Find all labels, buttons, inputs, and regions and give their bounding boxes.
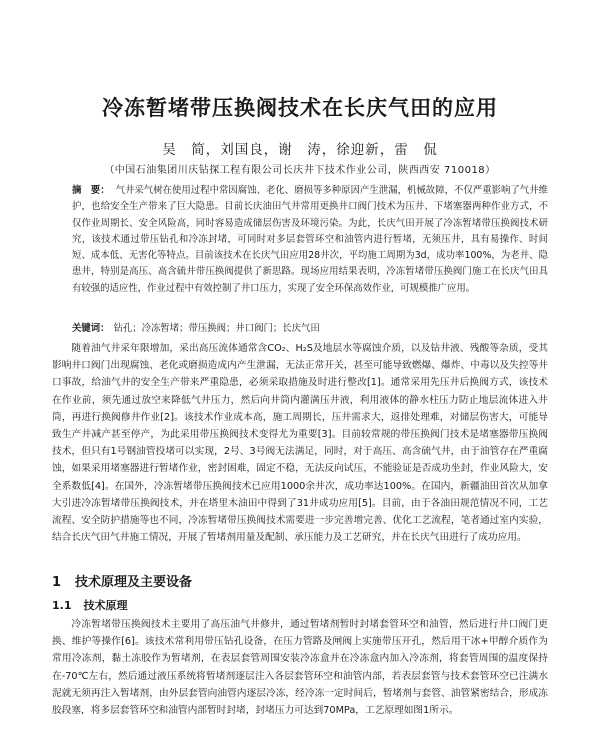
keywords (72, 322, 548, 336)
principle-paragraph: 冷冻暂堵带压换阀技术主要用了高压油气井修井，通过暂堵剂暂时封堵套管环空和油管，然后进行井口阀门更换、维护等操作[6]。该技术常利用带压钻孔设备，在压力管路及闸阀上实施带压开孔，然后用干冰+甲醇介质作为常用冷冻剂，黏土冻胶作为暂堵剂，在表层套管周围安装冷冻盒并在冷冻盒内加入冷冻剂，将套管周围的温度保持在-70℃左右，然后通过液压系统将暂堵剂逐层注入各层套管环空和油管内部，若表层套管与技术套管环空已注满水泥就无须再注入暂堵剂，由外层套管向油管内逐层冷冻，经冷冻一定时间后，暂堵剂与套管、油管紧密结合，形成冻胶段塞，将多层套管环空和油管内部暂时封堵，封堵压力可达到70MPa，工艺原理如图1所示。 (52, 619, 548, 717)
intro-paragraph: 随着油气井采年限增加，采出高压流体通常含CO₂、H₂S及地层水等腐蚀介质，以及钻井液、残酸等杂质，受其影响井口阀门出现腐蚀、老化或磨损造成内产生泄漏，无法正常开关，甚至可能导致燃爆、爆炸、中毒以及失控等井口事故，给油气井的安全生产带来严重隐患，必须采取措施及时进行整改[1]。通常采用先压井后换阀方式，该技术在作业前，须先通过放空来降低气井压力，然后向井筒内灌满压井液，利用液体的静水柱压力防止地层流体进入井筒，再进行换阀修井作业[2]。该技术作业成本高，施工周期长，压井需求大，返排处理难，对储层伤害大，可能导致生产井减产甚至停产，为此采用带压换阀技术变得尤为重要[3]。目前较常规的带压换阀门技术是堵塞器带压换阀技术，但只有1号钢油管投堵可以实现，2号、3号阀无法满足，同时，对于高压、高含硫气井，由于油管存在严重腐蚀，如果采用堵塞器进行暂堵作业，密封困难，固定不稳，无法反向试压，不能验证是否成功坐封，作业风险大，安全系数低[4]。在国外，冷冻暂堵带压换阀技术已应用1000余井次，成功率达100%。在国内，新疆油田首次从加拿大引进冷冻暂堵带压换阀技术，并在塔里木油田中得到了31井成功应用[5]。目前，由于各油田规范情况不同，工艺流程、安全防护措施等也不同，冷冻暂堵带压换阀技术需要进一步完善增完善、优化工艺流程，笔者通过室内实验，结合长庆气田气井施工情况，开展了暂堵剂用量及配制、承压能力及工艺研究，并在长庆气田进行了成功应用。 (52, 343, 548, 544)
subsection-number: 1.1 (52, 599, 72, 612)
subsection-heading (52, 597, 140, 613)
section-title: 技术原理及主要设备 (75, 575, 193, 590)
section-heading (52, 571, 206, 590)
author-list: 吴 简，刘国良，谢 涛，徐迎新，雷 侃 (162, 142, 438, 158)
abstract-label: 摘 要： (72, 185, 110, 196)
section-number: 1 (52, 575, 62, 590)
keywords-text: 钻孔；冷冻暂堵；带压换阀；井口阀门；长庆气田 (113, 323, 320, 334)
abstract-text: 气井采气树在使用过程中常因腐蚀、老化、磨损等多种原因产生泄漏，机械故障，不仅严重影响了气井维护，也给安全生产带来了巨大隐患。目前长庆油田气井常用更换井口阀门技术为压井、下堵塞器两种作业方式，不仅作业周期长、安全风险高，同时容易造成储层伤害及环境污染。为此，长庆气田开展了冷冻暂堵带压换阀技术研究，该技术通过带压钻孔和冷冻封堵，可同时对多层套管环空和油管内进行暂堵，无须压井，具有易操作、时间短、成本低、无害化等特点。目前该技术在长庆气田应用28井次，平均施工周期为3d，成功率100%，为老井、隐患井，特别是高压、高含硫井带压换阀提供了新思路。现场应用结果表明，冷冻暂堵带压换阀门施工在长庆气田具有较强的适应性，作业过程中有效控制了井口压力，实现了安全环保高效作业，可规模推广应用。 (72, 185, 548, 294)
keywords-label: 关键词： (72, 323, 110, 334)
abstract (72, 183, 548, 297)
subsection-title: 技术原理 (83, 599, 128, 612)
paper-title: 冷冻暂堵带压换阀技术在长庆气田的应用 (102, 96, 498, 120)
affiliation: （中国石油集团川庆钻探工程有限公司长庆井下技术作业公司，陕西西安 710018） (104, 165, 496, 176)
